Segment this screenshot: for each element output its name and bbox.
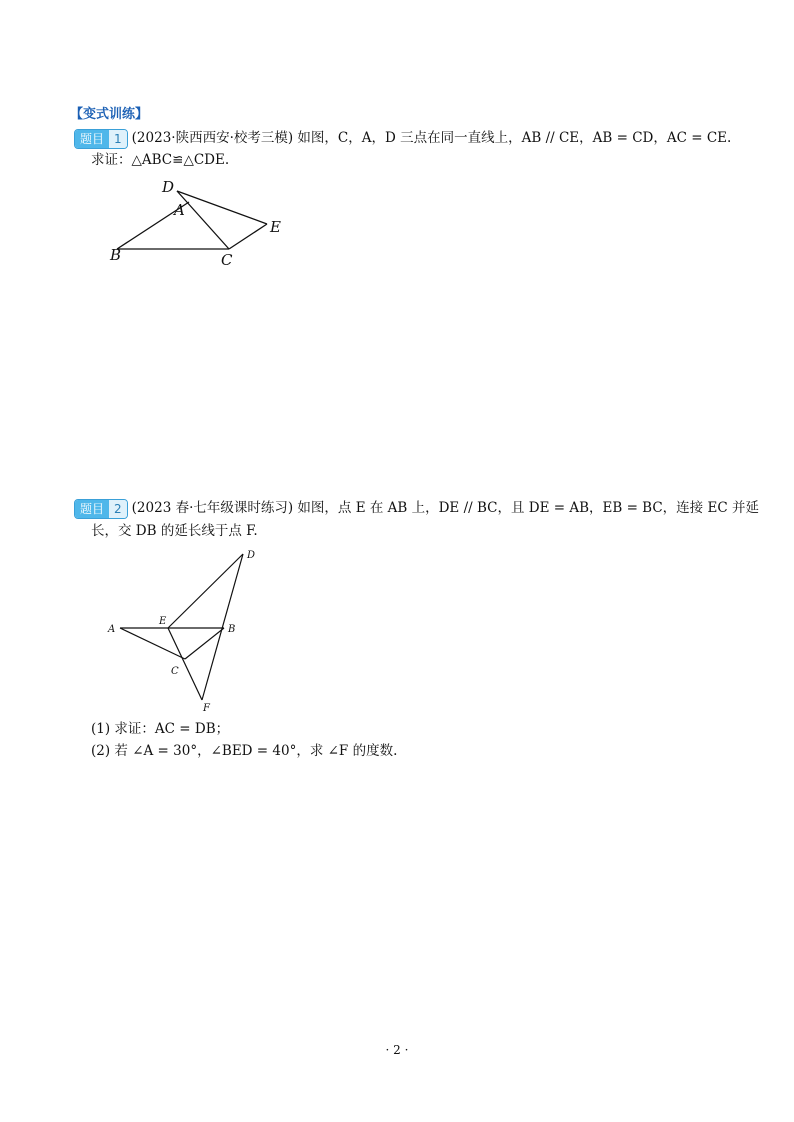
label-D: D <box>162 178 175 196</box>
label-E: E <box>270 218 281 236</box>
label-A: A <box>174 201 185 219</box>
problem-2-question-2: (2) 若 ∠A = 30°，∠BED = 40°，求 ∠F 的度数. <box>91 743 398 759</box>
problem-2-figure <box>100 544 270 714</box>
problem-2-figure-lines <box>120 554 243 700</box>
label-D: D <box>247 550 256 561</box>
page-number: · 2 · <box>385 1043 409 1057</box>
label-B: B <box>228 624 236 635</box>
segment-DF <box>202 554 243 700</box>
problem-1-tag-label: 题目 <box>75 130 109 148</box>
label-C: C <box>221 251 233 269</box>
label-E: E <box>159 616 167 627</box>
section-title: 【变式训练】 <box>70 107 149 122</box>
problem-2-tag-number: 2 <box>109 500 127 518</box>
label-B: B <box>110 246 122 264</box>
problem-1-line-1 <box>74 128 731 149</box>
problem-2-text-1: (2023 春·七年级课时练习) 如图，点 E 在 AB 上，DE // BC，且 DE = AB，EB = BC，连接 EC 并延 <box>131 500 759 516</box>
problem-1-tag <box>74 129 128 149</box>
problem-2-tag-label: 题目 <box>75 500 109 518</box>
problem-1-text-2: 求证：△ABC≌△CDE. <box>91 152 230 168</box>
segment-ED <box>168 554 243 628</box>
segment-EF <box>168 628 202 700</box>
problem-2-tag <box>74 499 128 519</box>
segment-CD <box>177 191 229 249</box>
problem-1-tag-number: 1 <box>109 130 127 148</box>
problem-1-figure <box>100 174 300 274</box>
label-C: C <box>171 666 179 677</box>
problem-2-question-1: (1) 求证：AC = DB； <box>91 721 230 737</box>
problem-2-line-1 <box>74 498 759 519</box>
label-A: A <box>108 624 116 635</box>
label-F: F <box>203 703 210 714</box>
problem-1-figure-lines <box>117 191 267 249</box>
problem-1-text-1: (2023·陕西西安·校考三模) 如图，C，A，D 三点在同一直线上，AB // CE，AB = CD，AC = CE. <box>131 130 732 146</box>
problem-2-text-2: 长，交 DB 的延长线于点 F. <box>91 523 258 539</box>
segment-DE <box>177 191 267 224</box>
segment-EC <box>229 224 267 249</box>
